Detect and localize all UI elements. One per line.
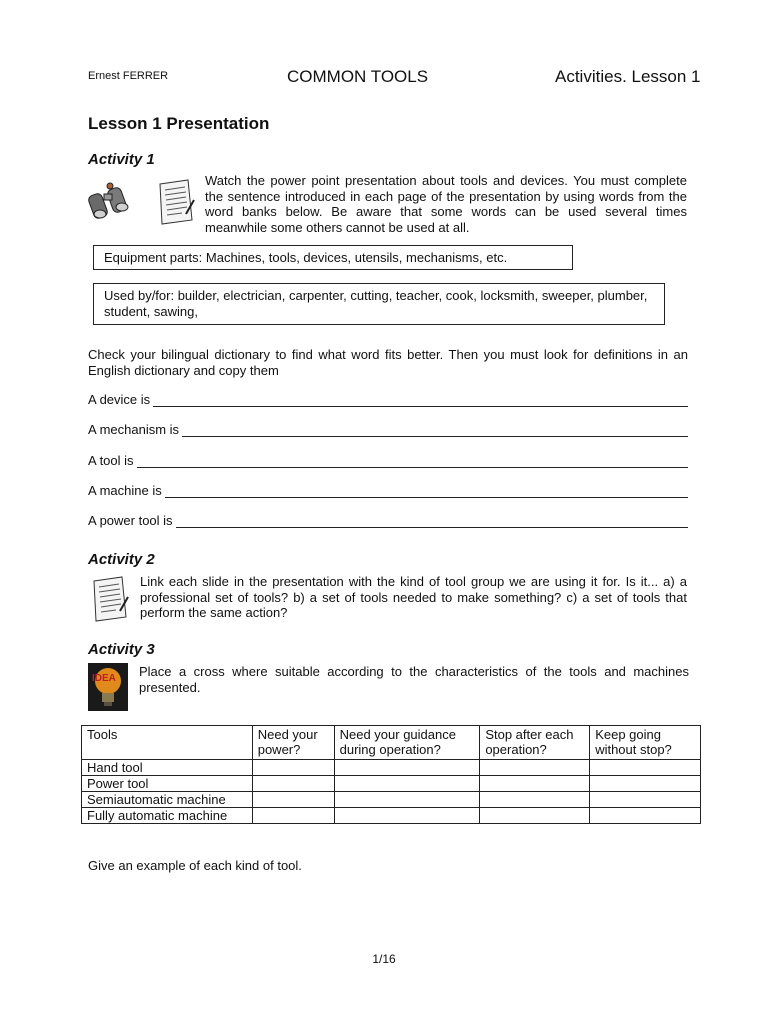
answer-cell[interactable] [480, 792, 590, 808]
answer-cell[interactable] [334, 776, 480, 792]
definition-label: A tool is [88, 453, 134, 468]
table-header-cell: Keep going without stop? [590, 726, 701, 760]
answer-cell[interactable] [252, 760, 334, 776]
dictionary-instructions: Check your bilingual dictionary to find what word fits better. Then you must look for definitions in an English dictionary and copy them [88, 347, 688, 378]
definition-label: A device is [88, 392, 151, 407]
table-row [82, 792, 701, 808]
answer-cell[interactable] [480, 808, 590, 824]
table-header-cell: Need your power? [252, 726, 334, 760]
table-header-row [82, 726, 701, 760]
definition-label: A mechanism is [88, 422, 180, 437]
answer-cell[interactable] [334, 808, 480, 824]
page-number: 1/16 [372, 952, 396, 966]
answer-cell[interactable] [480, 760, 590, 776]
word-bank-used-by [93, 283, 665, 325]
table-header-cell: Stop after each operation? [480, 726, 590, 760]
table-row [82, 760, 701, 776]
word-bank-equipment-text: Equipment parts: Machines, tools, devices, utensils, mechanisms, etc. [104, 250, 508, 265]
author-name: Ernest FERRER [88, 70, 169, 82]
answer-line [176, 516, 688, 528]
tools-table [81, 725, 701, 824]
idea-label: IDEA [92, 673, 116, 684]
answer-cell[interactable] [590, 776, 701, 792]
activity-3-text: Place a cross where suitable according to the characteristics of the tools and machines presented. [139, 664, 689, 695]
table-header-cell: Tools [82, 726, 253, 760]
answer-cell[interactable] [590, 808, 701, 824]
answer-cell[interactable] [480, 776, 590, 792]
row-label: Fully automatic machine [82, 808, 253, 824]
answer-cell[interactable] [334, 792, 480, 808]
example-instruction: Give an example of each kind of tool. [88, 858, 302, 873]
document-notes-icon [152, 178, 196, 228]
binoculars-icon [88, 180, 132, 222]
answer-cell[interactable] [252, 808, 334, 824]
row-label: Semiautomatic machine [82, 792, 253, 808]
word-bank-equipment [93, 245, 573, 270]
activity-1-text: Watch the power point presentation about tools and devices. You must complete the sentence introduced in each page of the presentation by using words from the word banks below. Be aware that some words can be used several times meanwhile some others cannot be used at all. [205, 173, 687, 235]
definition-label: A machine is [88, 483, 162, 498]
answer-cell[interactable] [334, 760, 480, 776]
activity-2-text: Link each slide in the presentation with the kind of tool group we are using it for. Is it... a) a professional set of tools? b) a set of tools needed to make something? c) a set of tools that perform the same action? [140, 574, 687, 620]
definition-label: A power tool is [88, 513, 173, 528]
answer-cell[interactable] [252, 776, 334, 792]
table-row [82, 808, 701, 824]
document-title: COMMON TOOLS [287, 67, 429, 86]
answer-line [137, 456, 688, 468]
definition-machine [88, 483, 688, 498]
idea-lightbulb-icon [88, 663, 128, 711]
lesson-title: Lesson 1 Presentation [88, 114, 270, 133]
definition-tool [88, 453, 688, 468]
document-notes-icon [86, 575, 130, 625]
answer-cell[interactable] [590, 760, 701, 776]
definition-power-tool [88, 513, 688, 528]
row-label: Power tool [82, 776, 253, 792]
definition-mechanism [88, 422, 688, 437]
activity-2-heading: Activity 2 [88, 551, 155, 568]
table-row [82, 776, 701, 792]
row-label: Hand tool [82, 760, 253, 776]
document-section: Activities. Lesson 1 [555, 67, 701, 86]
answer-line [182, 425, 688, 437]
definition-device [88, 392, 688, 407]
answer-line [153, 395, 688, 407]
answer-line [165, 486, 688, 498]
answer-cell[interactable] [252, 792, 334, 808]
table-header-cell: Need your guidance during operation? [334, 726, 480, 760]
activity-1-heading: Activity 1 [88, 151, 155, 168]
word-bank-used-by-text: Used by/for: builder, electrician, carpenter, cutting, teacher, cook, locksmith, sweeper, plumber, student, sawing, [104, 288, 648, 319]
activity-3-heading: Activity 3 [88, 641, 155, 658]
answer-cell[interactable] [590, 792, 701, 808]
